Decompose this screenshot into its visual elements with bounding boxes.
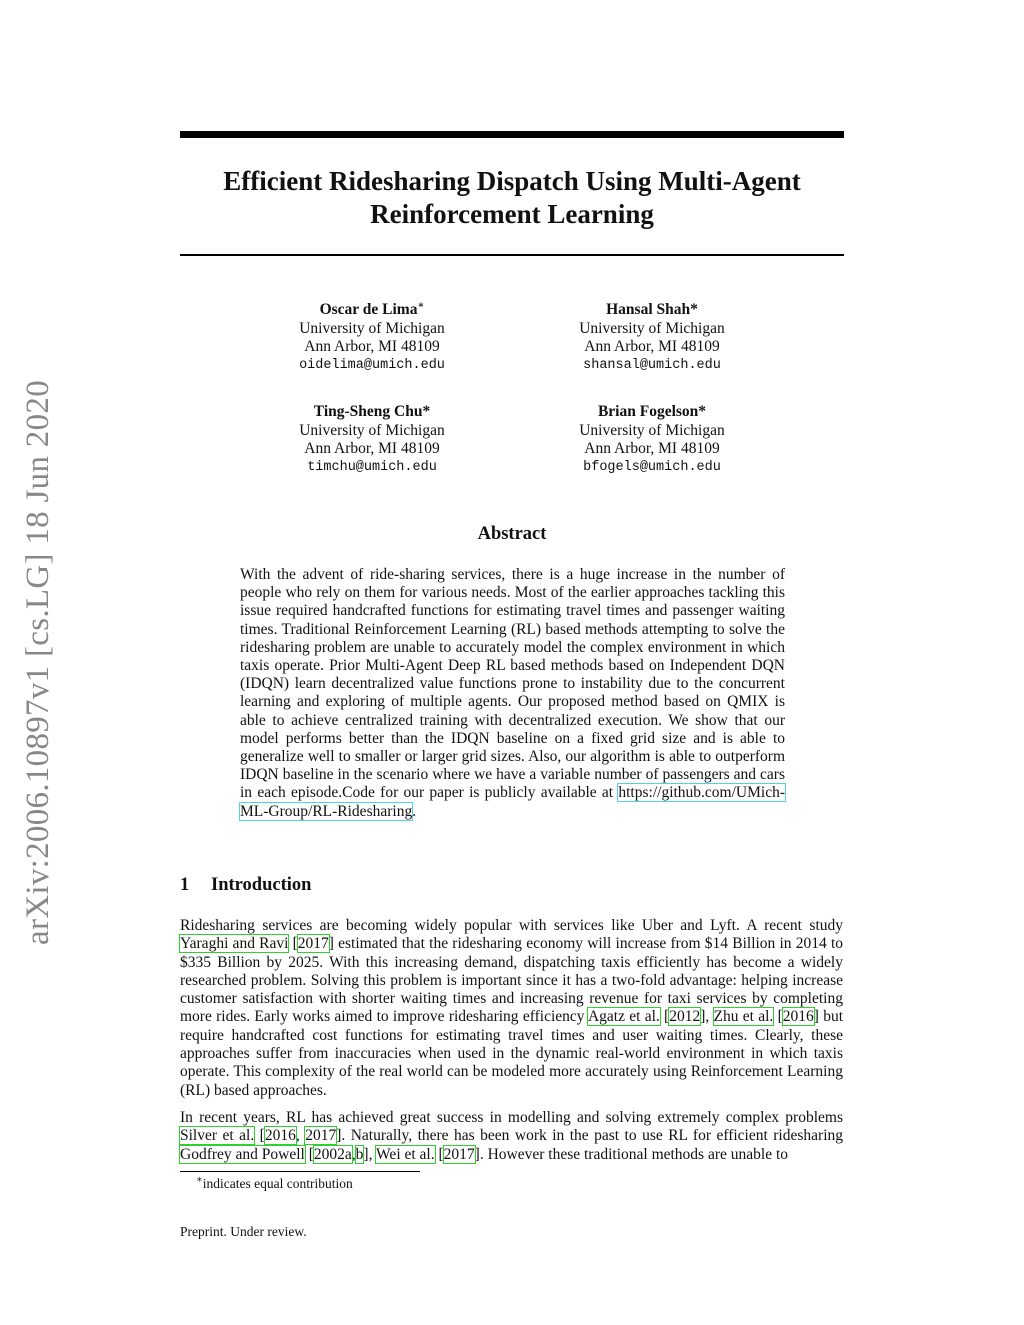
section-title: Introduction: [211, 875, 312, 895]
author-affiliation: University of Michigan: [299, 319, 445, 337]
author-block-oscar: [252, 301, 492, 375]
author-name: Brian Fogelson*: [597, 403, 707, 420]
title-line-2: Reinforcement Learning: [370, 199, 654, 229]
citation-year-link[interactable]: 2017: [443, 1145, 475, 1163]
abstract-body: With the advent of ride-sharing services, there is a huge increase in the number of people who rely on them for various needs. Most of the earlier approaches tackling this issue required handcrafted functions for estimating travel times and passenger waiting times. Traditional Reinforcement Learning (RL) based methods attempting to solve the ridesharing problem are unable to accurately model the complex environment in which taxis operate. Prior Multi-Agent Deep RL based methods based on Independent DQN (IDQN) learn decentralized value functions prone to instability due to the concurrent learning and exploring of multiple agents. Our proposed method based on QMIX is able to achieve centralized training with decentralized execution. We show that our model performs better than the IDQN baseline on a fixed grid size and is able to generalize well to smaller or larger grid sizes. Also, our algorithm is able to outperform IDQN baseline in the scenario where we have a variable number of passengers and cars in each episode.Code for our paper is publicly available at https://github.com/UMich-ML-Group/RL-Ridesharing.: [240, 566, 785, 820]
footnote-rule: [180, 1171, 420, 1172]
author-block-ting-sheng: [252, 403, 492, 477]
author-email[interactable]: shansal@umich.edu: [583, 357, 721, 373]
intro-paragraph-2: In recent years, RL has achieved great success in modelling and solving extremely complex problems Silver et al. [2016, 2017]. Naturally, there has been work in the past to use RL for efficient ridesharing Godfrey and Powell [2002a,b], Wei et al. [2017]. However these traditional methods are unable to: [180, 1109, 843, 1163]
citation-year-link[interactable]: 2002a: [313, 1145, 352, 1163]
equal-contribution-mark: ∗: [417, 299, 425, 311]
footnote-mark: ∗: [196, 1174, 203, 1186]
author-address: Ann Arbor, MI 48109: [584, 338, 720, 355]
author-affiliation: University of Michigan: [579, 319, 725, 337]
citation-year-link[interactable]: 2017: [297, 935, 329, 953]
author-block-brian: [532, 403, 772, 477]
author-affiliation: University of Michigan: [299, 421, 445, 439]
intro-paragraph-1: Ridesharing services are becoming widely popular with services like Uber and Lyft. A recent study Yaraghi and Ravi [2017] estimated that the ridesharing economy will increase from $14 Billion in 2014 to $335 Billion by 2025. With this increasing demand, dispatching taxis efficiently has become a widely researched problem. Solving this problem is important since it has a two-fold advantage: helping increase customer satisfaction with shorter waiting times and increasing revenue for taxi services by completing more rides. Early works aimed to improve ridesharing efficiency Agatz et al. [2012], Zhu et al. [2016] but require handcrafted cost functions for estimating travel times and user waiting times. Clearly, these approaches suffer from inaccuracies when used in the dynamic real-world environment in which taxis operate. This complexity of the real world can be modeled more accurately using Reinforcement Learning (RL) based approaches.: [180, 917, 844, 1099]
page-footer: Preprint. Under review.: [180, 1224, 307, 1239]
citation-link[interactable]: Agatz et al.: [587, 1008, 660, 1026]
author-email[interactable]: timchu@umich.edu: [307, 459, 437, 475]
citation-year-link[interactable]: 2012: [669, 1008, 701, 1026]
code-repository-link[interactable]: https://github.com/UMich-ML-Group/RL-Ridesharing: [240, 784, 785, 820]
author-address: Ann Arbor, MI 48109: [304, 440, 440, 457]
citation-year-link[interactable]: 2017: [305, 1127, 337, 1145]
footnote: [196, 1176, 353, 1192]
author-block-hansal: [532, 301, 772, 375]
title-line-1: Efficient Ridesharing Dispatch Using Multi-Agent: [223, 166, 801, 196]
title-top-rule: [180, 131, 844, 138]
author-name: Ting-Sheng Chu*: [313, 403, 431, 420]
author-address: Ann Arbor, MI 48109: [584, 440, 720, 457]
citation-link[interactable]: Godfrey and Powell: [180, 1145, 305, 1163]
author-address: Ann Arbor, MI 48109: [304, 338, 440, 355]
citation-link[interactable]: Wei et al.: [376, 1145, 435, 1163]
abstract-heading: Abstract: [477, 524, 547, 544]
abstract-text: With the advent of ride-sharing services, there is a huge increase in the number of people who rely on them for various needs. Most of the earlier approaches tackling this issue required handcrafted functions for estimating travel times and passenger waiting times. Traditional Reinforcement Learning (RL) based methods attempting to solve the ridesharing problem are unable to accurately model the complex environment in which taxis operate. Prior Multi-Agent Deep RL based methods based on Independent DQN (IDQN) learn decentralized value functions prone to instability due to the concurrent learning and exploring of multiple agents. Our proposed method based on QMIX is able to achieve centralized training with decentralized execution. We show that our model performs better than the IDQN baseline on a fixed grid size and is able to generalize well to smaller or larger grid sizes. Also, our algorithm is able to outperform IDQN baseline in the scenario where we have a variable number of passengers and cars in each episode.Code for our paper is publicly available at: [240, 566, 785, 802]
author-email[interactable]: oidelima@umich.edu: [299, 357, 445, 373]
section-heading-introduction: [180, 875, 311, 896]
citation-year-link[interactable]: 2016: [782, 1008, 814, 1026]
citation-link[interactable]: Zhu et al.: [713, 1008, 774, 1026]
arxiv-identifier: arXiv:2006.10897v1 [cs.LG] 18 Jun 2020: [20, 379, 56, 945]
author-affiliation: University of Michigan: [579, 421, 725, 439]
author-name: Oscar de Lima∗: [319, 299, 425, 318]
citation-year-link[interactable]: 2016: [264, 1127, 296, 1145]
author-name: Hansal Shah*: [606, 301, 698, 318]
title-bottom-rule: [180, 254, 844, 256]
citation-link[interactable]: Yaraghi and Ravi: [180, 935, 289, 953]
citation-year-link[interactable]: b: [355, 1145, 364, 1163]
author-email[interactable]: bfogels@umich.edu: [583, 459, 721, 475]
footnote-text: indicates equal contribution: [202, 1176, 353, 1191]
citation-link[interactable]: Silver et al.: [180, 1127, 255, 1145]
paper-title: [180, 165, 844, 231]
section-number: 1: [180, 875, 190, 895]
